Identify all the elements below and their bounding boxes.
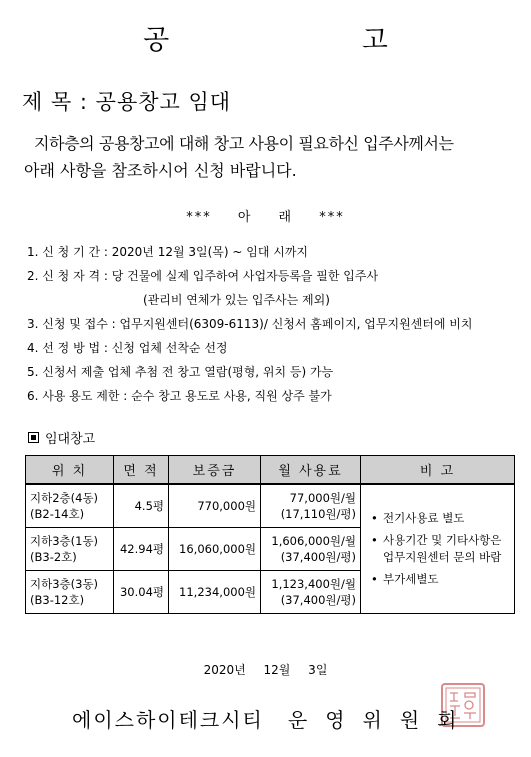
remark-item: • 전기사용료 별도 (371, 510, 510, 527)
location-unit: (B3-2호) (30, 550, 77, 564)
cell-area: 30.04평 (114, 571, 169, 614)
intro-line-1: 지하층의 공용창고에 대해 창고 사용이 필요하신 입주사께서는 (34, 134, 454, 153)
fee-monthly: 77,000원/월 (289, 491, 356, 505)
header-location: 위 치 (26, 456, 114, 485)
item-eligibility-note: (관리비 연체가 있는 입주사는 제외) (143, 293, 330, 307)
cell-deposit: 11,234,000원 (169, 571, 261, 614)
cell-location (26, 484, 114, 528)
cell-location (26, 528, 114, 571)
location-floor: 지하2층(4동) (30, 491, 99, 505)
cell-deposit: 770,000원 (169, 484, 261, 528)
location-unit: (B3-12호) (30, 593, 85, 607)
organization-council: 운영위원회 (287, 708, 475, 732)
item-usage: 6. 사용 용도 제한 : 순수 창고 용도로 사용, 직원 상주 불가 (27, 389, 332, 403)
below-title: *** 아 래 *** (186, 210, 345, 225)
intro-line-2: 아래 사항을 참조하시어 신청 바랍니다. (24, 161, 297, 180)
fee-per-pyeong: (17,110원/평) (280, 507, 356, 521)
notice-intro (24, 130, 524, 184)
header-remarks: 비 고 (361, 456, 515, 485)
table-row (26, 484, 515, 528)
organization-signature (72, 704, 475, 733)
section-title (28, 428, 95, 447)
location-unit: (B2-14호) (30, 507, 85, 521)
fee-monthly: 1,606,000원/월 (271, 534, 356, 548)
item-viewing: 5. 신청서 제출 업체 추첨 전 창고 열람(평형, 위치 등) 가능 (27, 365, 334, 379)
cell-deposit: 16,060,000원 (169, 528, 261, 571)
notice-date: 2020년 12월 3일 (203, 663, 328, 677)
notice-heading: 공 고 (143, 25, 480, 56)
item-period: 1. 신 청 기 간 : 2020년 12월 3일(목) ~ 임대 시까지 (27, 245, 309, 259)
item-application: 3. 신청 및 접수 : 업무지원센터(6309-6113)/ 신청서 홈페이지, 업무지원센터에 비치 (27, 317, 473, 331)
organization-name: 에이스하이테크시티 (72, 708, 264, 732)
section-title-label: 임대창고 (45, 432, 96, 447)
cell-monthly-fee (261, 484, 361, 528)
storage-table (25, 455, 515, 614)
remark-item: • 부가세별도 (371, 571, 510, 588)
fee-per-pyeong: (37,400원/평) (280, 593, 356, 607)
header-monthly-fee: 월 사용료 (261, 456, 361, 485)
cell-location (26, 571, 114, 614)
fee-monthly: 1,123,400원/월 (271, 577, 356, 591)
cell-area: 4.5평 (114, 484, 169, 528)
remark-item: • 사용기간 및 기타사항은 업무지원센터 문의 바람 (371, 532, 510, 566)
notice-items (27, 240, 522, 408)
header-area: 면 적 (114, 456, 169, 485)
item-selection: 4. 선 정 방 법 : 신청 업체 선착순 선정 (27, 341, 228, 355)
cell-monthly-fee (261, 528, 361, 571)
table-header-row (26, 456, 515, 485)
cell-remarks (361, 484, 515, 614)
location-floor: 지하3층(1동) (30, 534, 99, 548)
header-deposit: 보증금 (169, 456, 261, 485)
notice-subject: 제 목 : 공용창고 임대 (22, 90, 232, 114)
location-floor: 지하3층(3동) (30, 577, 99, 591)
cell-monthly-fee (261, 571, 361, 614)
cell-area: 42.94평 (114, 528, 169, 571)
square-bullet-icon (28, 432, 39, 443)
item-eligibility: 2. 신 청 자 격 : 당 건물에 실제 입주하여 사업자등록을 필한 입주사 (27, 269, 379, 283)
fee-per-pyeong: (37,400원/평) (280, 550, 356, 564)
